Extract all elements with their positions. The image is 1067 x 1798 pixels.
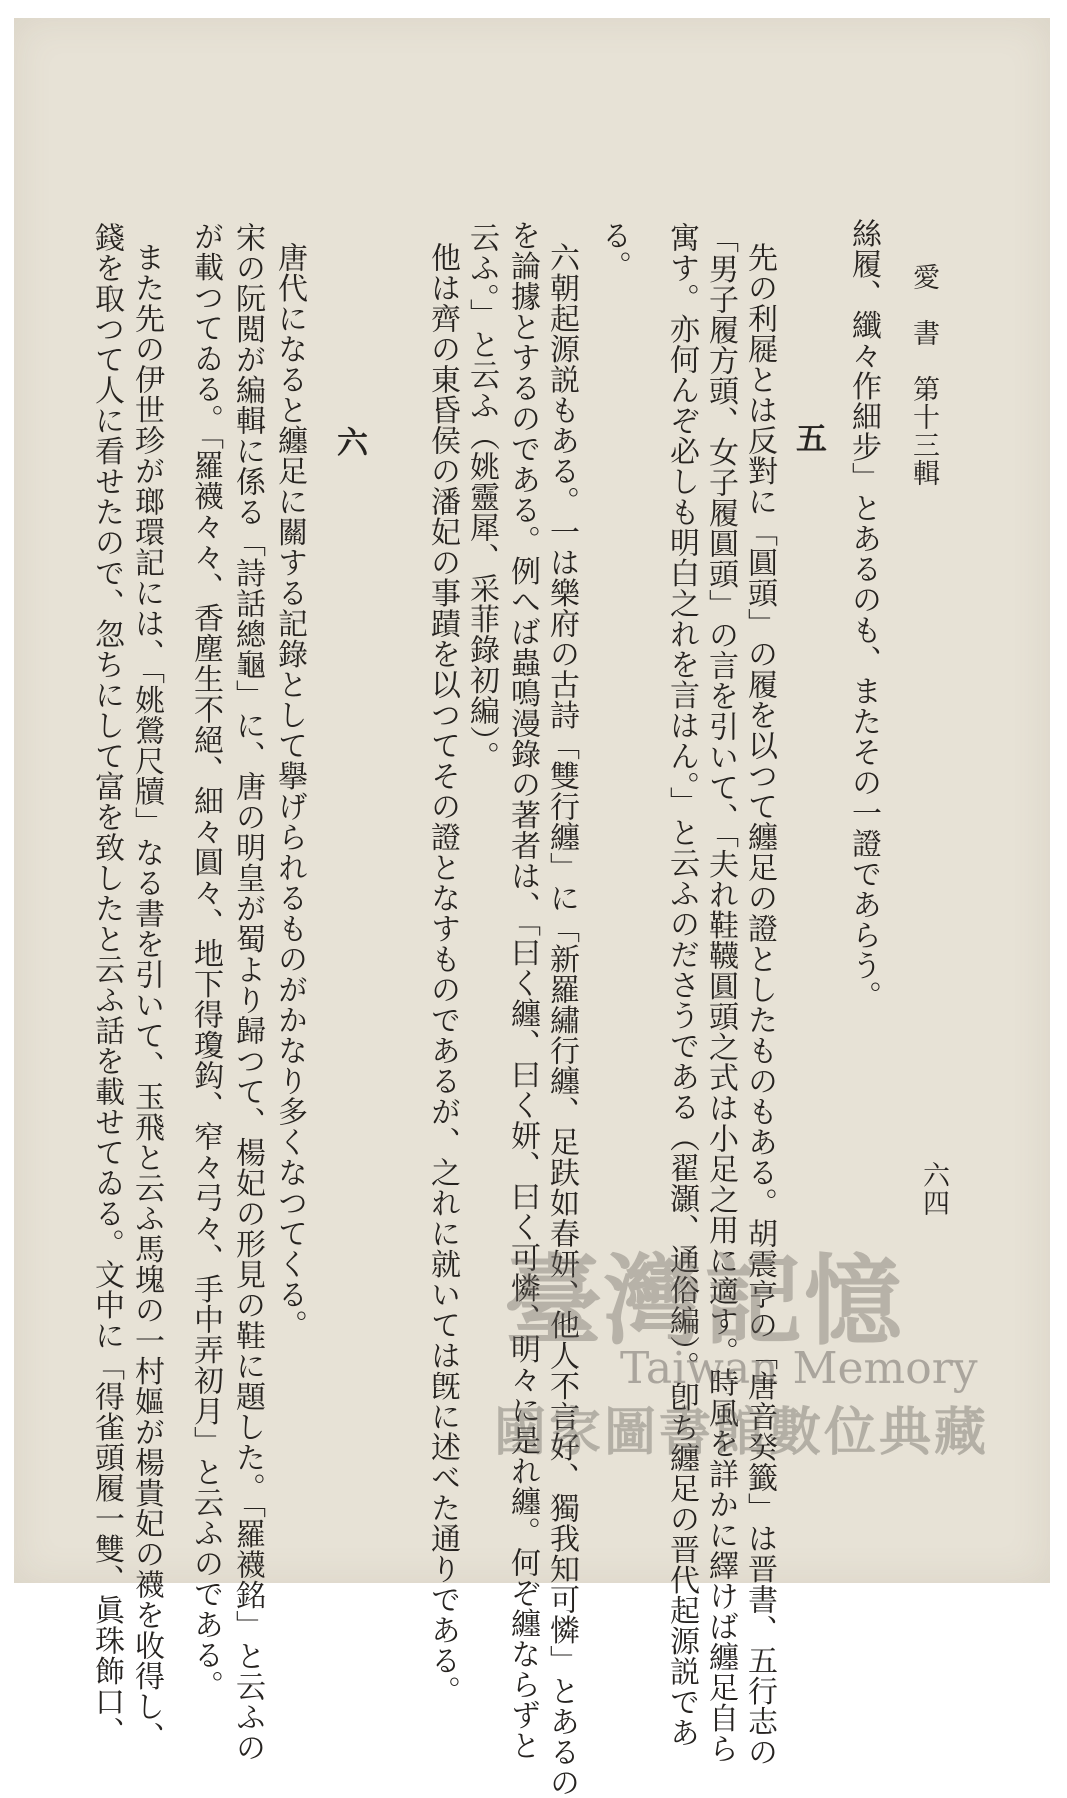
text-column: 錢を取つて人に看せたので、忽ちにして富を致したと云ふ話を載せてゐる。文中に「得雀頭履一雙、眞珠飾口、 <box>89 222 124 1747</box>
section-heading-5: 五 <box>790 422 826 454</box>
text-column: 唐代になると纏足に關する記錄として擧げられるものがかなり多くなつてくる。 <box>272 242 307 1340</box>
text-column: 宋の阮閲が編輯に係る「詩話總龜」に、唐の明皇が蜀より歸つて、楊妃の形見の鞋に題した。「羅襪銘」と云ふの <box>230 222 265 1763</box>
text-column: 云ふ。」と云ふ（姚靈犀、采菲錄初編）。 <box>464 222 499 772</box>
text-column: 絲履、纖々作細步」とあるのも、またその一證であらう。 <box>846 218 881 1011</box>
text-column: 「男子履方頭、女子履圓頭」の言を引いて、「夫れ鞋韈圓頭之式は小足之用に適す。時風を詳かに繹けば纏足自ら <box>703 223 738 1764</box>
watermark-logo: 臺灣記憶 <box>504 1244 905 1359</box>
text-column: を論據とするのである。例へば蟲鳴漫錄の著者は、「曰く纏、曰く妍、曰く可憐、明々に是れ纏。何ぞ纏ならずと <box>505 220 540 1761</box>
watermark-english: Taiwan Memory <box>620 1343 978 1394</box>
book-page <box>14 18 1050 1798</box>
text-column: 寓す。亦何んぞ必しも明白之れを言はん。」と云ふのださうである（翟灝、通俗編）。卽ち纏足の晋代起源説であ <box>664 222 699 1748</box>
section-heading-6: 六 <box>331 426 367 458</box>
text-column: が載つてゐる。「羅襪々々、香塵生不絕、細々圓々、地下得瓊鈎、窄々弓々、手中弄初月」と云ふのである。 <box>188 221 223 1701</box>
text-column: 先の利屣とは反對に「圓頭」の履を以つて纏足の證としたものもある。胡震亨の「唐音癸籤」は晋書、五行志の <box>742 242 777 1767</box>
page-header: 愛 書 第十三輯 <box>908 263 939 487</box>
watermark-library: 國家圖書館數位典藏 <box>494 1403 990 1463</box>
text-column: 他は齊の東昏侯の潘妃の事蹟を以つてその證となすものであるが、之れに就いては旣に述べた通りである。 <box>425 242 460 1706</box>
page-number: 六四 <box>918 1161 949 1217</box>
text-column: また先の伊世珍が瑯環記には、「姚鶯尺牘」なる書を引いて、玉飛と云ふ馬塊の一村嫗が楊貴妃の襪を收得し、 <box>129 242 164 1752</box>
text-column: る。 <box>596 220 631 281</box>
text-column: 六朝起源説もある。一は樂府の古詩「雙行纏」に「新羅繡行纏、足趺如春妍、他人不言好、獨我知可憐」とあるの <box>544 242 579 1798</box>
